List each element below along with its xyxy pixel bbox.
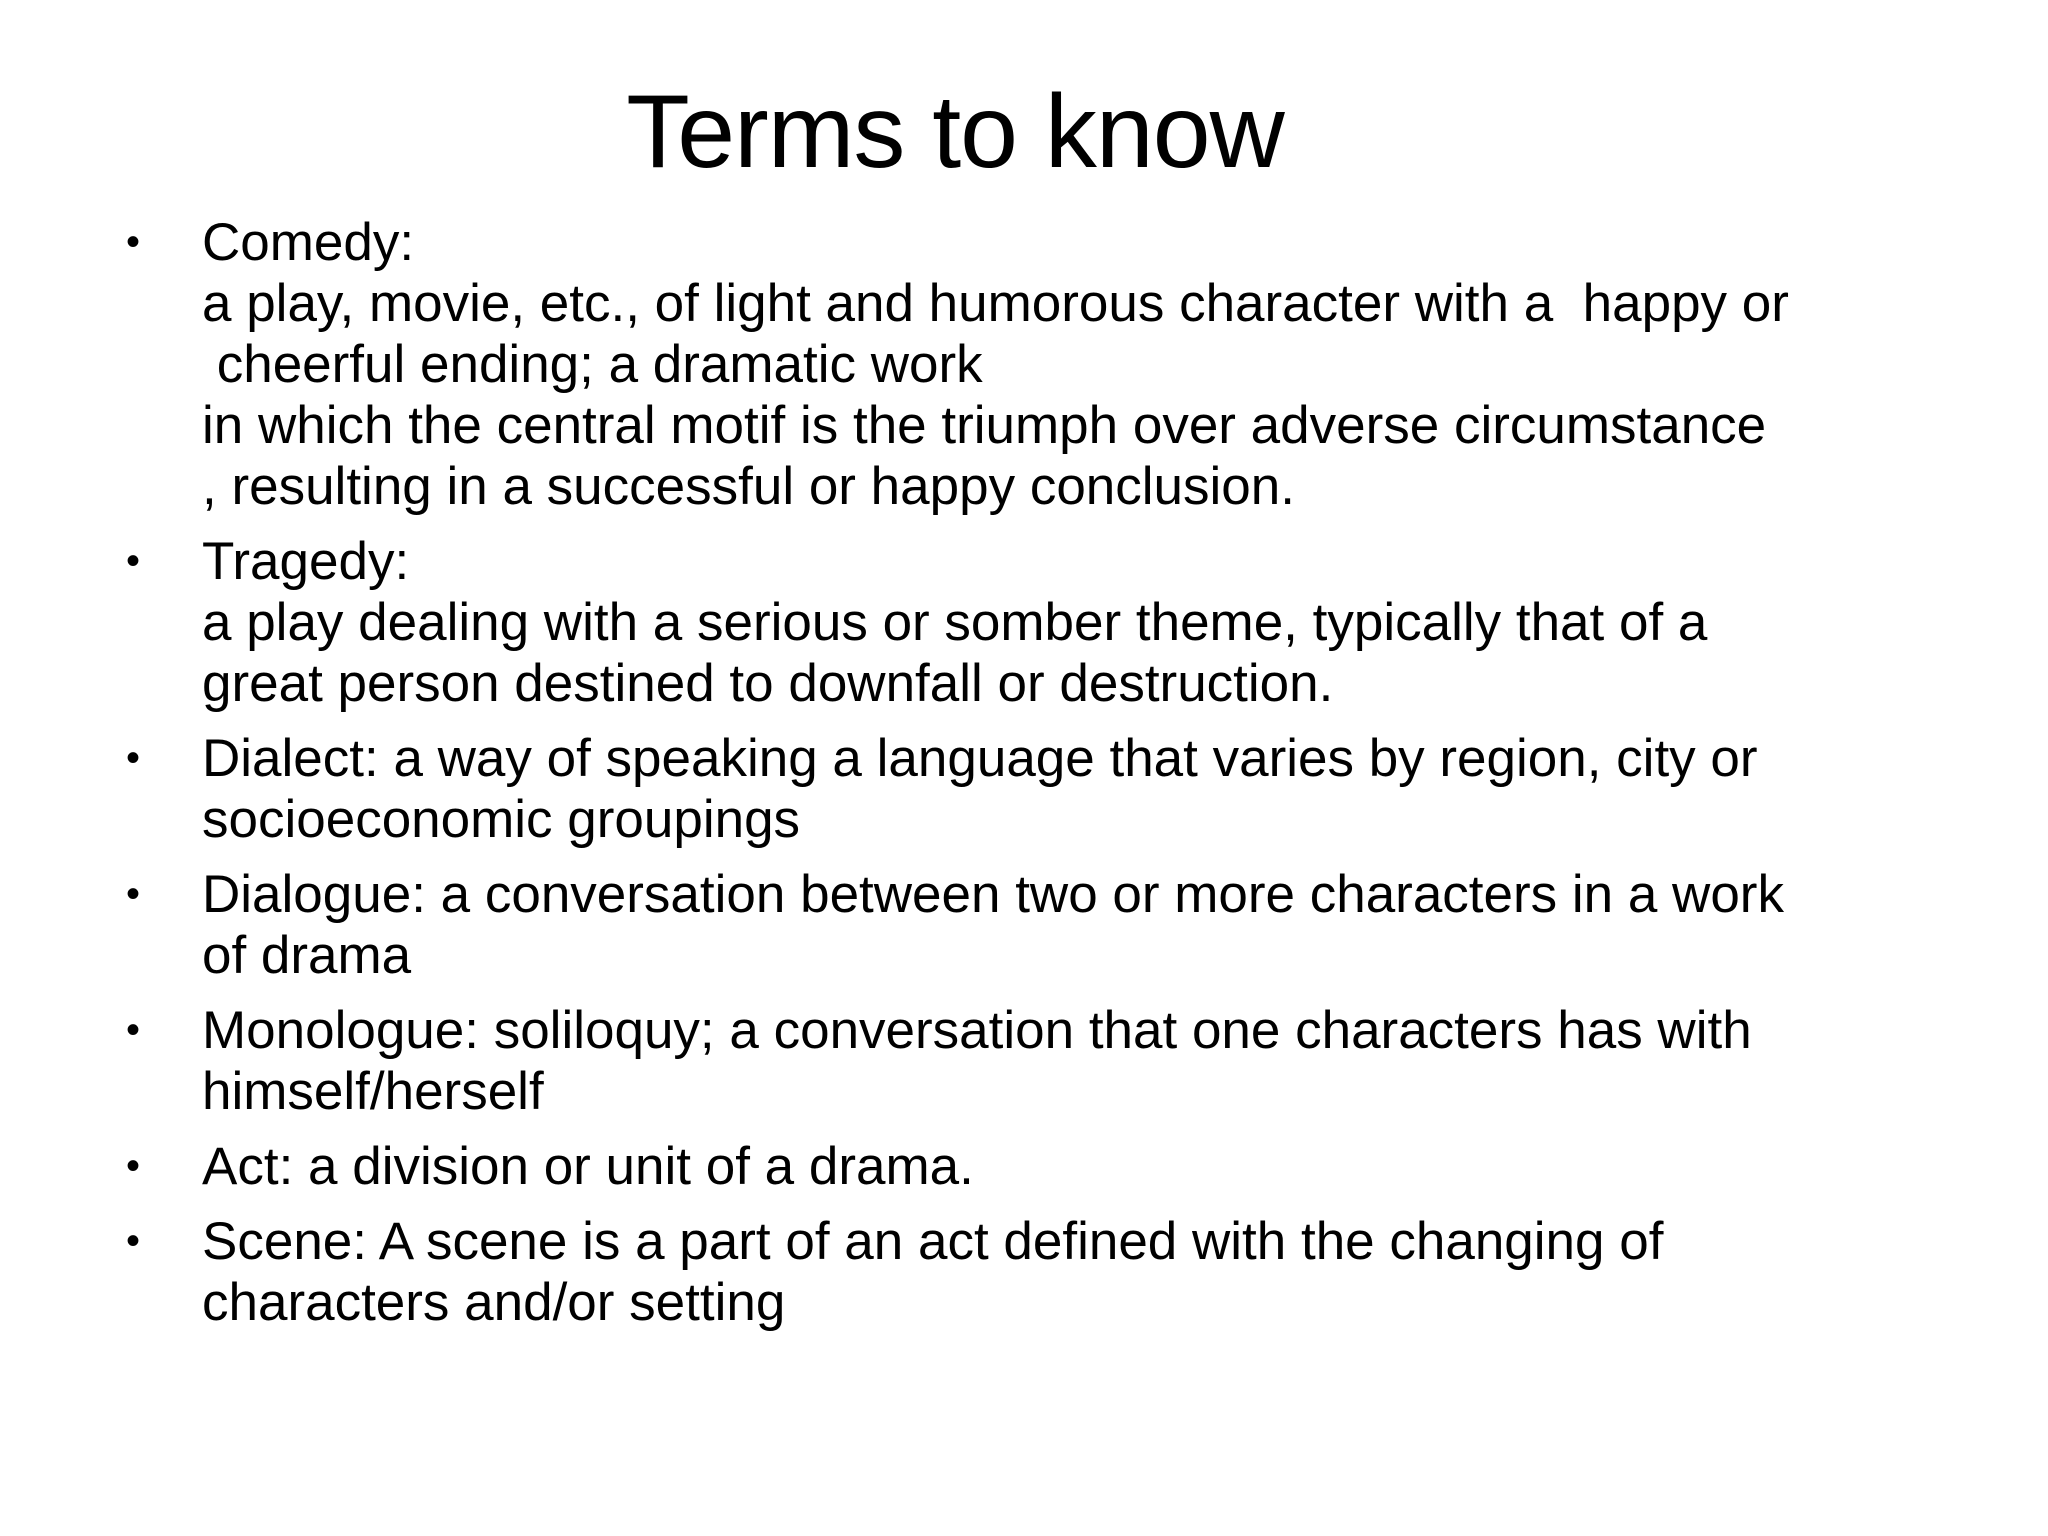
term-dialogue-line-1: Dialogue: a conversation between two or more characters in a work <box>202 865 1784 924</box>
term-dialogue <box>126 864 1956 986</box>
term-comedy-line-1: Comedy: <box>202 213 415 272</box>
term-dialect-line-1: Dialect: a way of speaking a language that varies by region, city or <box>202 729 1758 788</box>
term-scene-line-1: Scene: A scene is a part of an act defined with the changing of <box>202 1212 1664 1271</box>
term-tragedy <box>126 531 1956 714</box>
term-comedy-line-4: in which the central motif is the triumph over adverse circumstance <box>202 396 1767 455</box>
term-comedy-line-5: , resulting in a successful or happy conclusion. <box>202 457 1295 516</box>
bullet-icon: • <box>126 1008 141 1052</box>
bullet-icon: • <box>126 1219 141 1263</box>
bullet-icon: • <box>126 872 141 916</box>
term-act <box>126 1136 1956 1197</box>
slide-title: Terms to know <box>626 74 1284 190</box>
term-act-line-1: Act: a division or unit of a drama. <box>202 1137 974 1196</box>
term-scene <box>126 1211 1956 1333</box>
term-tragedy-line-2: a play dealing with a serious or somber theme, typically that of a <box>202 593 1708 652</box>
bullet-icon: • <box>126 1144 141 1188</box>
bullet-icon: • <box>126 539 141 583</box>
term-comedy <box>126 212 1956 517</box>
term-monologue-line-2: himself/herself <box>202 1062 544 1121</box>
term-monologue-line-1: Monologue: soliloquy; a conversation that one characters has with <box>202 1001 1752 1060</box>
term-comedy-line-2: a play, movie, etc., of light and humorous character with a happy or <box>202 274 1789 333</box>
term-dialect-line-2: socioeconomic groupings <box>202 790 801 849</box>
bullet-icon: • <box>126 220 141 264</box>
term-tragedy-line-1: Tragedy: <box>202 532 410 591</box>
term-monologue <box>126 1000 1956 1122</box>
bullet-icon: • <box>126 736 141 780</box>
term-dialect <box>126 728 1956 850</box>
terms-list <box>126 212 1956 1347</box>
term-scene-line-2: characters and/or setting <box>202 1273 786 1332</box>
term-tragedy-line-3: great person destined to downfall or destruction. <box>202 654 1334 713</box>
term-comedy-line-3: cheerful ending; a dramatic work <box>202 335 983 394</box>
term-dialogue-line-2: of drama <box>202 926 412 985</box>
